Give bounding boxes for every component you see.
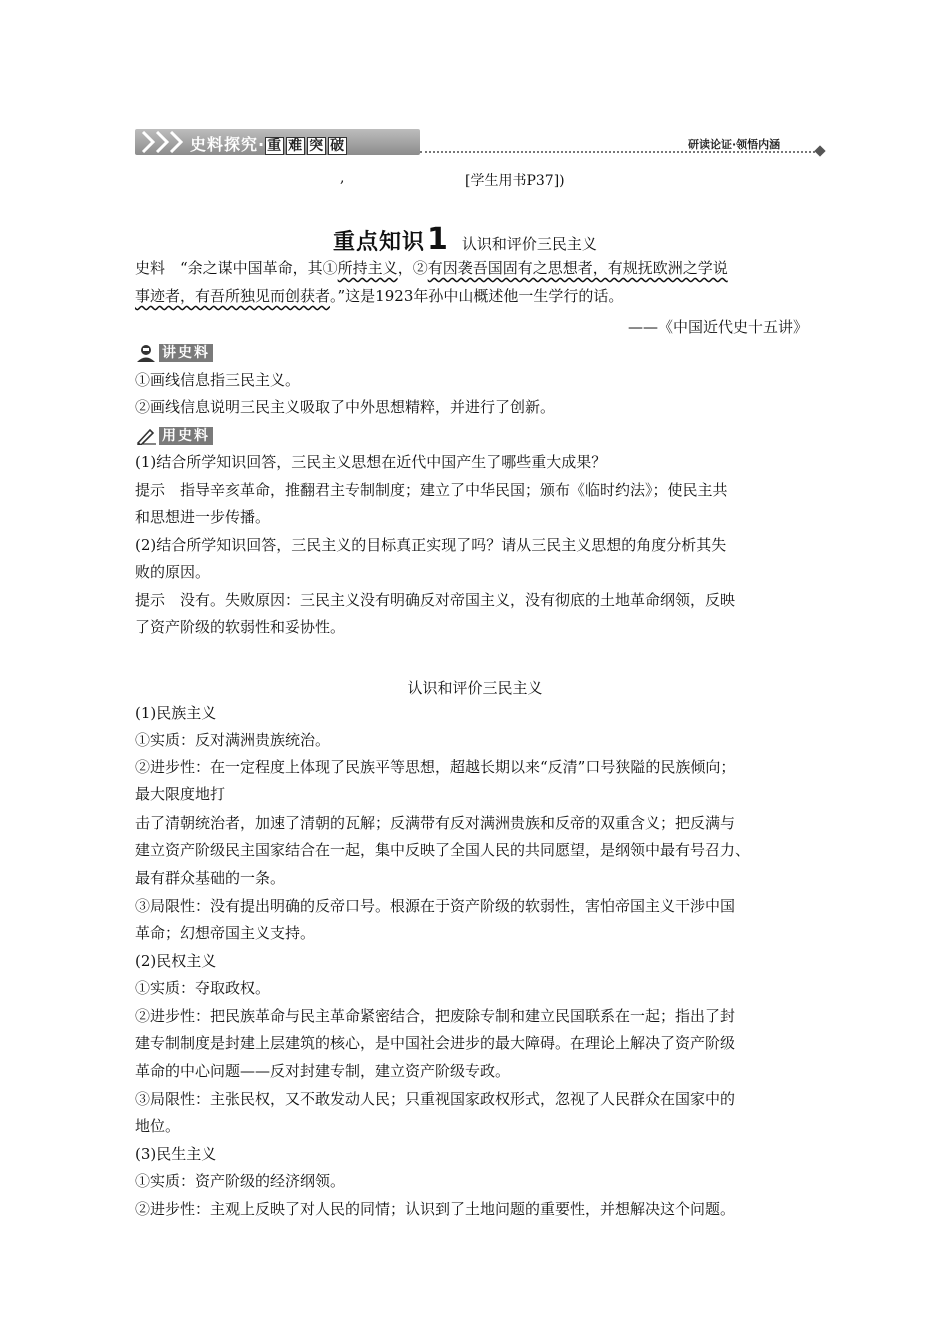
banner-right-label: 研读论证·领悟内涵 [688, 138, 781, 151]
section-title-char: 重 [267, 138, 283, 154]
use-line: 败的原因。 [135, 563, 211, 581]
summary-line: (2)民权主义 [135, 952, 217, 970]
summary-line: ②进步性：在一定程度上体现了民族平等思想，超越长期以来“反清”口号狭隘的民族倾向； [135, 758, 736, 776]
textbook-reference: [学生用书P37]) [465, 173, 565, 189]
source-text: ，② [397, 259, 428, 277]
teacher-icon [135, 344, 157, 362]
explain-tag [135, 342, 213, 362]
summary-line: ③局限性：没有提出明确的反帝口号。根源在于资产阶级的软弱性，害怕帝国主义干涉中国 [135, 897, 736, 915]
chevron-right-icon [141, 131, 155, 153]
section-title-char: 难 [288, 138, 304, 154]
underlined-text: 所持主义 [337, 259, 398, 277]
explain-line: ①画线信息指三民主义。 [135, 371, 301, 389]
summary-line: ①实质：夺取政权。 [135, 979, 271, 997]
source-line [135, 286, 623, 306]
key-point-subtitle: 认识和评价三民主义 [461, 235, 597, 253]
explain-tag-label: 讲史料 [159, 344, 213, 362]
summary-line: 建立资产阶级民主国家结合在一起，集中反映了全国人民的共同愿望，是纲领中最有号召力、 [135, 841, 751, 859]
use-line: (1)结合所学知识回答，三民主义思想在近代中国产生了哪些重大成果？ [135, 453, 607, 471]
key-point-label: 重点知识 [333, 230, 426, 255]
source-text: 史料 “余之谋中国革命，其① [135, 259, 338, 277]
pen-icon [135, 427, 157, 445]
chevron-right-icon [155, 131, 169, 153]
underlined-text: 有因袭吾国固有之思想者，有规抚欧洲之学说 [427, 259, 728, 277]
use-tag-label: 用史料 [159, 427, 213, 445]
source-text: 。”这是1923年孙中山概述他一生学行的话。 [330, 287, 624, 305]
summary-line: ①实质：反对满洲贵族统治。 [135, 731, 331, 749]
summary-line: 革命的中心问题——反对封建专制，建立资产阶级专政。 [135, 1062, 511, 1080]
summary-line: 地位。 [135, 1117, 181, 1135]
source-citation: ——《中国近代史十五讲》 [627, 318, 808, 336]
summary-line: 最大限度地打 [135, 785, 226, 803]
use-line: 提示 没有。失败原因：三民主义没有明确反对帝国主义，没有彻底的土地革命纲领，反映 [135, 591, 736, 609]
ref-comma: , [340, 170, 345, 186]
use-line: 和思想进一步传播。 [135, 508, 271, 526]
summary-title: 认识和评价三民主义 [407, 679, 543, 697]
key-point-heading [333, 222, 597, 257]
section-title-char: 突 [309, 138, 325, 154]
summary-line: ③局限性：主张民权，又不敢发动人民；只重视国家政权形式，忽视了人民群众在国家中的 [135, 1090, 736, 1108]
chevron-right-icon [169, 131, 183, 153]
key-point-number: 1 [427, 222, 448, 257]
use-line: 提示 指导辛亥革命，推翻君主专制制度；建立了中华民国；颁布《临时约法》；使民主共 [135, 481, 728, 499]
section-title [190, 132, 349, 155]
section-title-char: 破 [330, 138, 346, 154]
summary-line: 建专制制度是封建上层建筑的核心，是中国社会进步的最大障碍。在理论上解决了资产阶级 [135, 1034, 736, 1052]
summary-line: 最有群众基础的一条。 [135, 869, 286, 887]
summary-line: 击了清朝统治者，加速了清朝的瓦解；反满带有反对满洲贵族和反帝的双重含义；把反满与 [135, 814, 736, 832]
underlined-text: 事迹者，有吾所独见而创获者 [135, 287, 331, 305]
summary-line: 革命；幻想帝国主义支持。 [135, 924, 316, 942]
summary-line: (1)民族主义 [135, 704, 217, 722]
explain-line: ②画线信息说明三民主义吸取了中外思想精粹，并进行了创新。 [135, 398, 556, 416]
section-banner [135, 127, 825, 159]
diamond-icon [814, 145, 825, 156]
summary-line: ②进步性：主观上反映了对人民的同情；认识到了土地问题的重要性，并想解决这个问题。 [135, 1200, 736, 1218]
use-line: (2)结合所学知识回答，三民主义的目标真正实现了吗？请从三民主义思想的角度分析其失 [135, 536, 727, 554]
source-line [135, 258, 728, 278]
summary-line: ②进步性：把民族革命与民主革命紧密结合，把废除专制和建立民国联系在一起；指出了封 [135, 1007, 736, 1025]
section-title-text: 史料探究· [190, 135, 266, 154]
use-tag [135, 425, 213, 445]
use-line: 了资产阶级的软弱性和妥协性。 [135, 618, 346, 636]
summary-line: ①实质：资产阶级的经济纲领。 [135, 1172, 346, 1190]
summary-line: (3)民生主义 [135, 1145, 217, 1163]
